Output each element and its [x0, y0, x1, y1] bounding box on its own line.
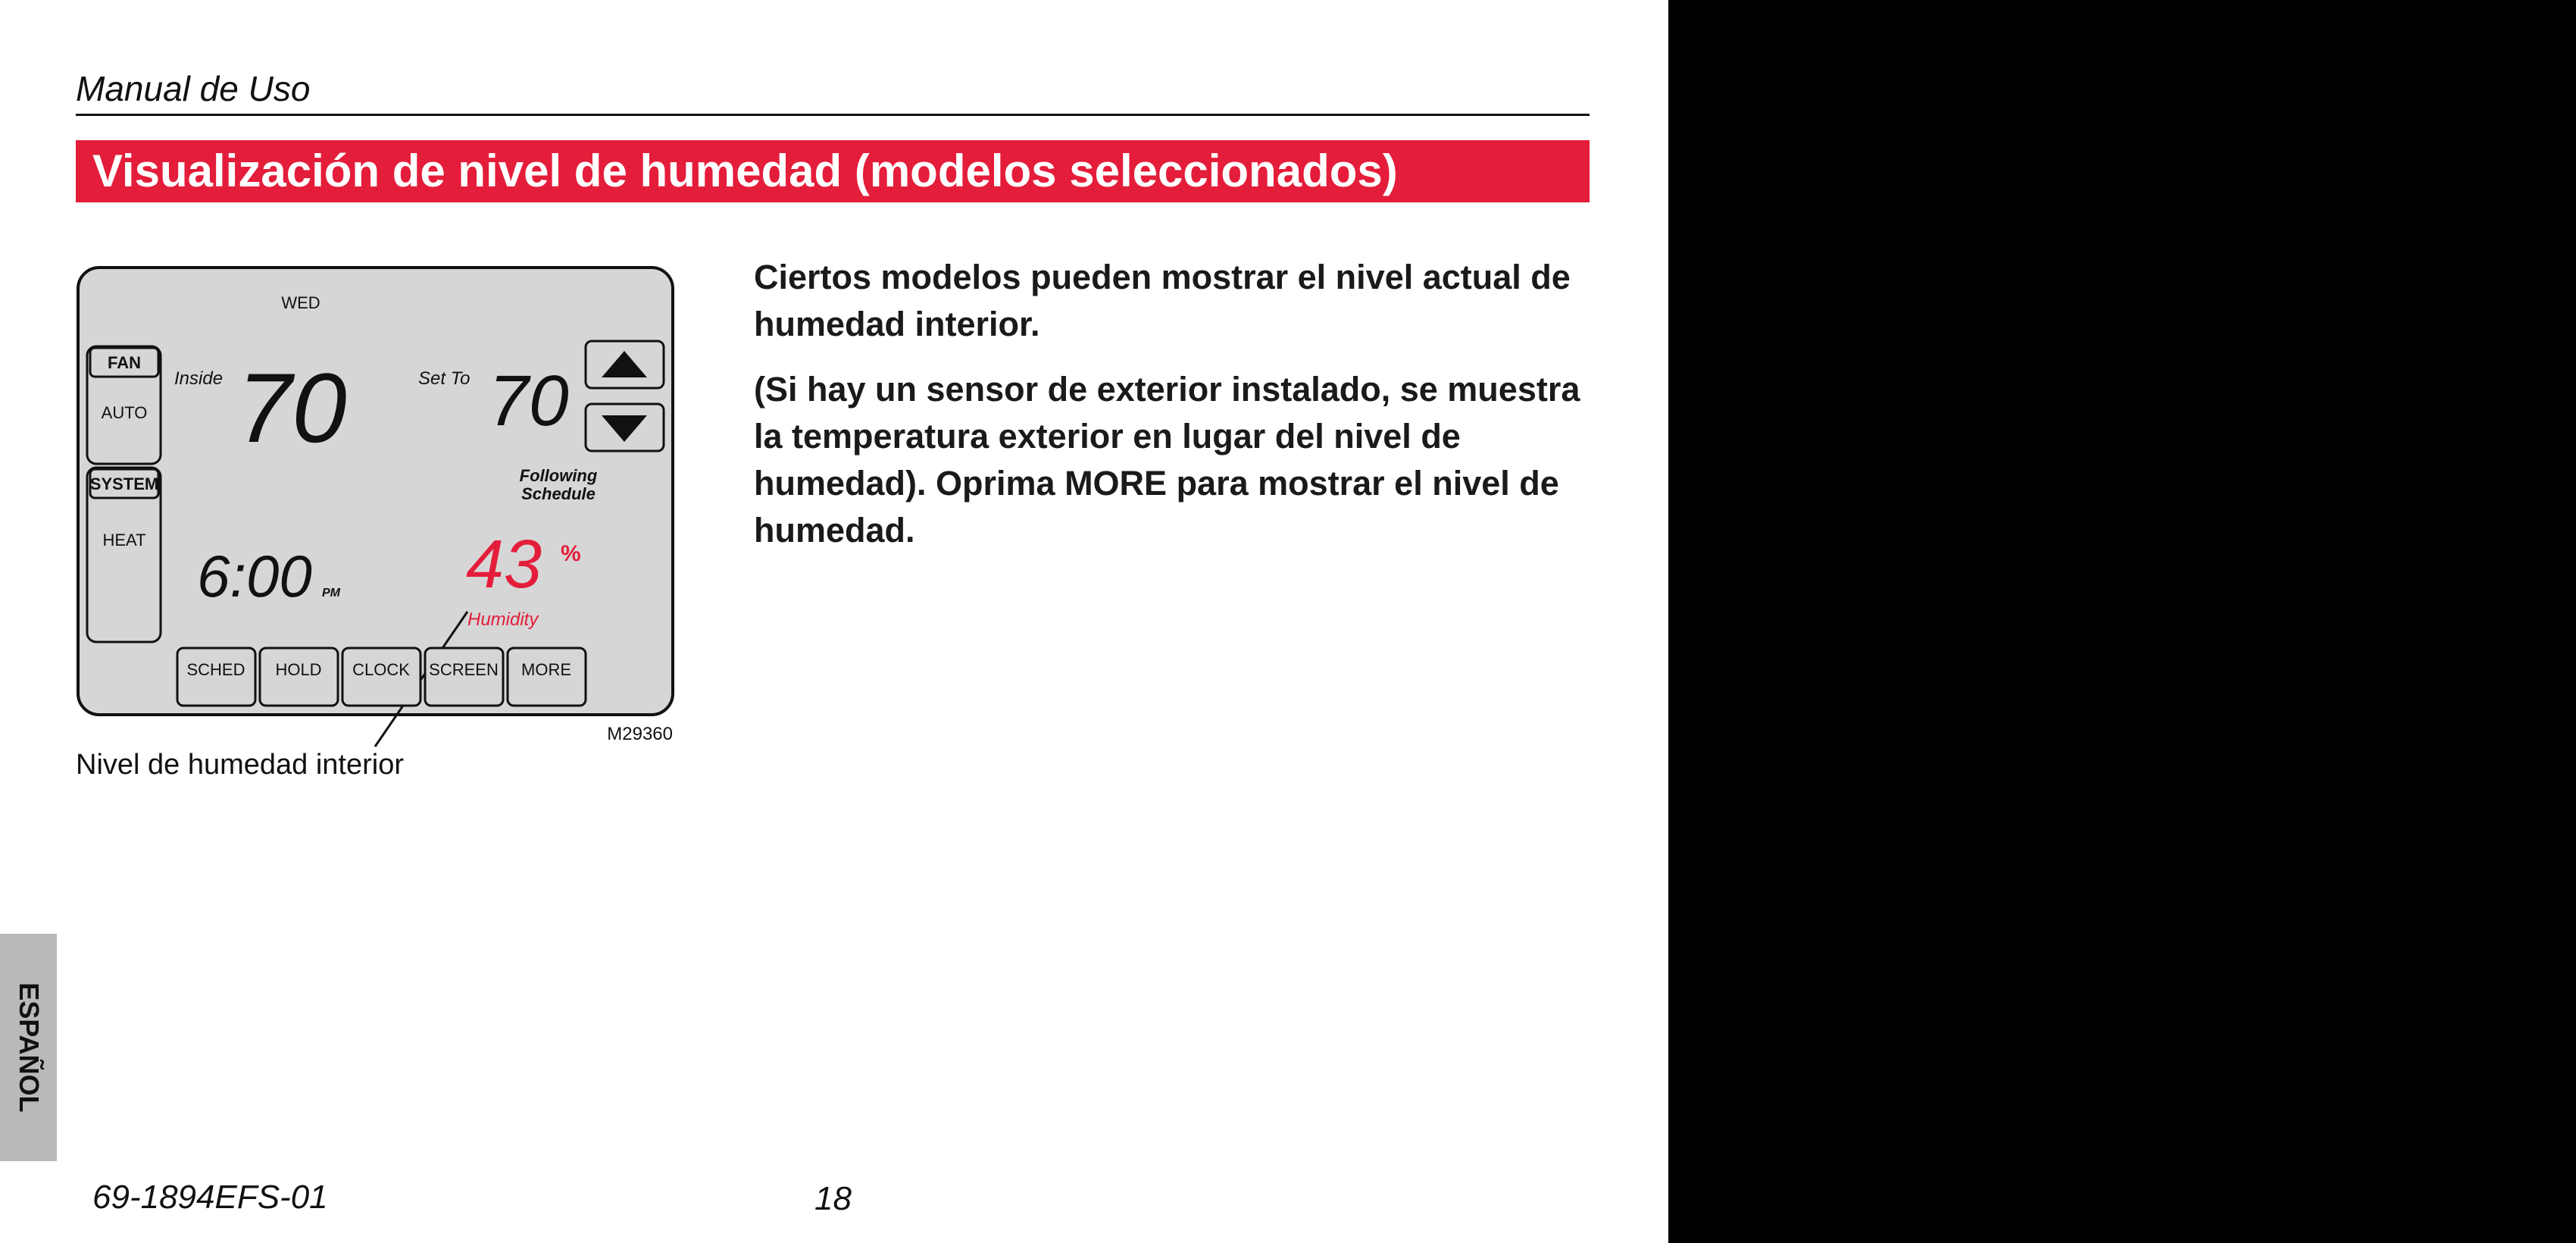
clock-ampm: PM: [322, 587, 340, 600]
inside-temperature: 70: [237, 352, 347, 463]
fan-mode: AUTO: [101, 403, 148, 422]
document-code: 69-1894EFS-01: [92, 1179, 328, 1216]
clock-time: 6:00: [197, 543, 312, 609]
system-mode: HEAT: [102, 531, 146, 549]
screen-button-label: SCREEN: [429, 660, 499, 679]
body-paragraph-2: [754, 366, 1602, 554]
humidity-value: 43: [466, 527, 542, 603]
schedule-status-line1: Following: [519, 466, 598, 485]
body-paragraph-2-start: (Si hay un sensor de exterior instalado, se muestra la temperatura exterior en lugar del nivel de humedad). Oprima: [754, 370, 1580, 503]
language-side-tab: [0, 934, 57, 1161]
schedule-status-line2: Schedule: [521, 484, 596, 503]
more-key-reference: MORE: [1064, 464, 1168, 503]
fan-label: FAN: [108, 353, 141, 372]
more-button-label: MORE: [521, 660, 571, 679]
clock-button[interactable]: [342, 648, 420, 706]
section-title-banner: Visualización de nivel de humedad (modelos seleccionados): [76, 140, 1590, 202]
header-rule: [76, 114, 1590, 116]
thermostat-illustration: [72, 261, 678, 762]
day-label: WED: [281, 293, 320, 312]
setto-temperature: 70: [489, 361, 569, 441]
illustration-caption: Nivel de humedad interior: [76, 749, 405, 781]
sched-button-label: SCHED: [186, 660, 245, 679]
clock-button-label: CLOCK: [352, 660, 410, 679]
language-tab-label: ESPAÑOL: [13, 982, 45, 1113]
screen-button[interactable]: [425, 648, 503, 706]
setto-label: Set To: [418, 368, 470, 389]
hold-button[interactable]: [260, 648, 338, 706]
model-code: M29360: [607, 724, 673, 744]
hold-button-label: HOLD: [275, 660, 322, 679]
body-paragraph-1: Ciertos modelos pueden mostrar el nivel actual de humedad interior.: [754, 258, 1571, 343]
more-button[interactable]: [508, 648, 586, 706]
page-number: 18: [814, 1180, 852, 1217]
body-text: [754, 254, 1602, 572]
manual-header-title: Manual de Uso: [76, 69, 311, 108]
temp-down-button[interactable]: [586, 404, 664, 451]
system-label: SYSTEM: [89, 474, 159, 493]
humidity-unit: %: [561, 541, 581, 566]
system-button[interactable]: [90, 469, 158, 498]
sched-button[interactable]: [177, 648, 255, 706]
humidity-label: Humidity: [467, 609, 539, 630]
fan-button[interactable]: [90, 348, 158, 377]
temp-up-button[interactable]: [586, 341, 664, 388]
inside-label: Inside: [174, 368, 224, 389]
body-paragraph-2-end: para mostrar el nivel de humedad.: [754, 464, 1559, 549]
